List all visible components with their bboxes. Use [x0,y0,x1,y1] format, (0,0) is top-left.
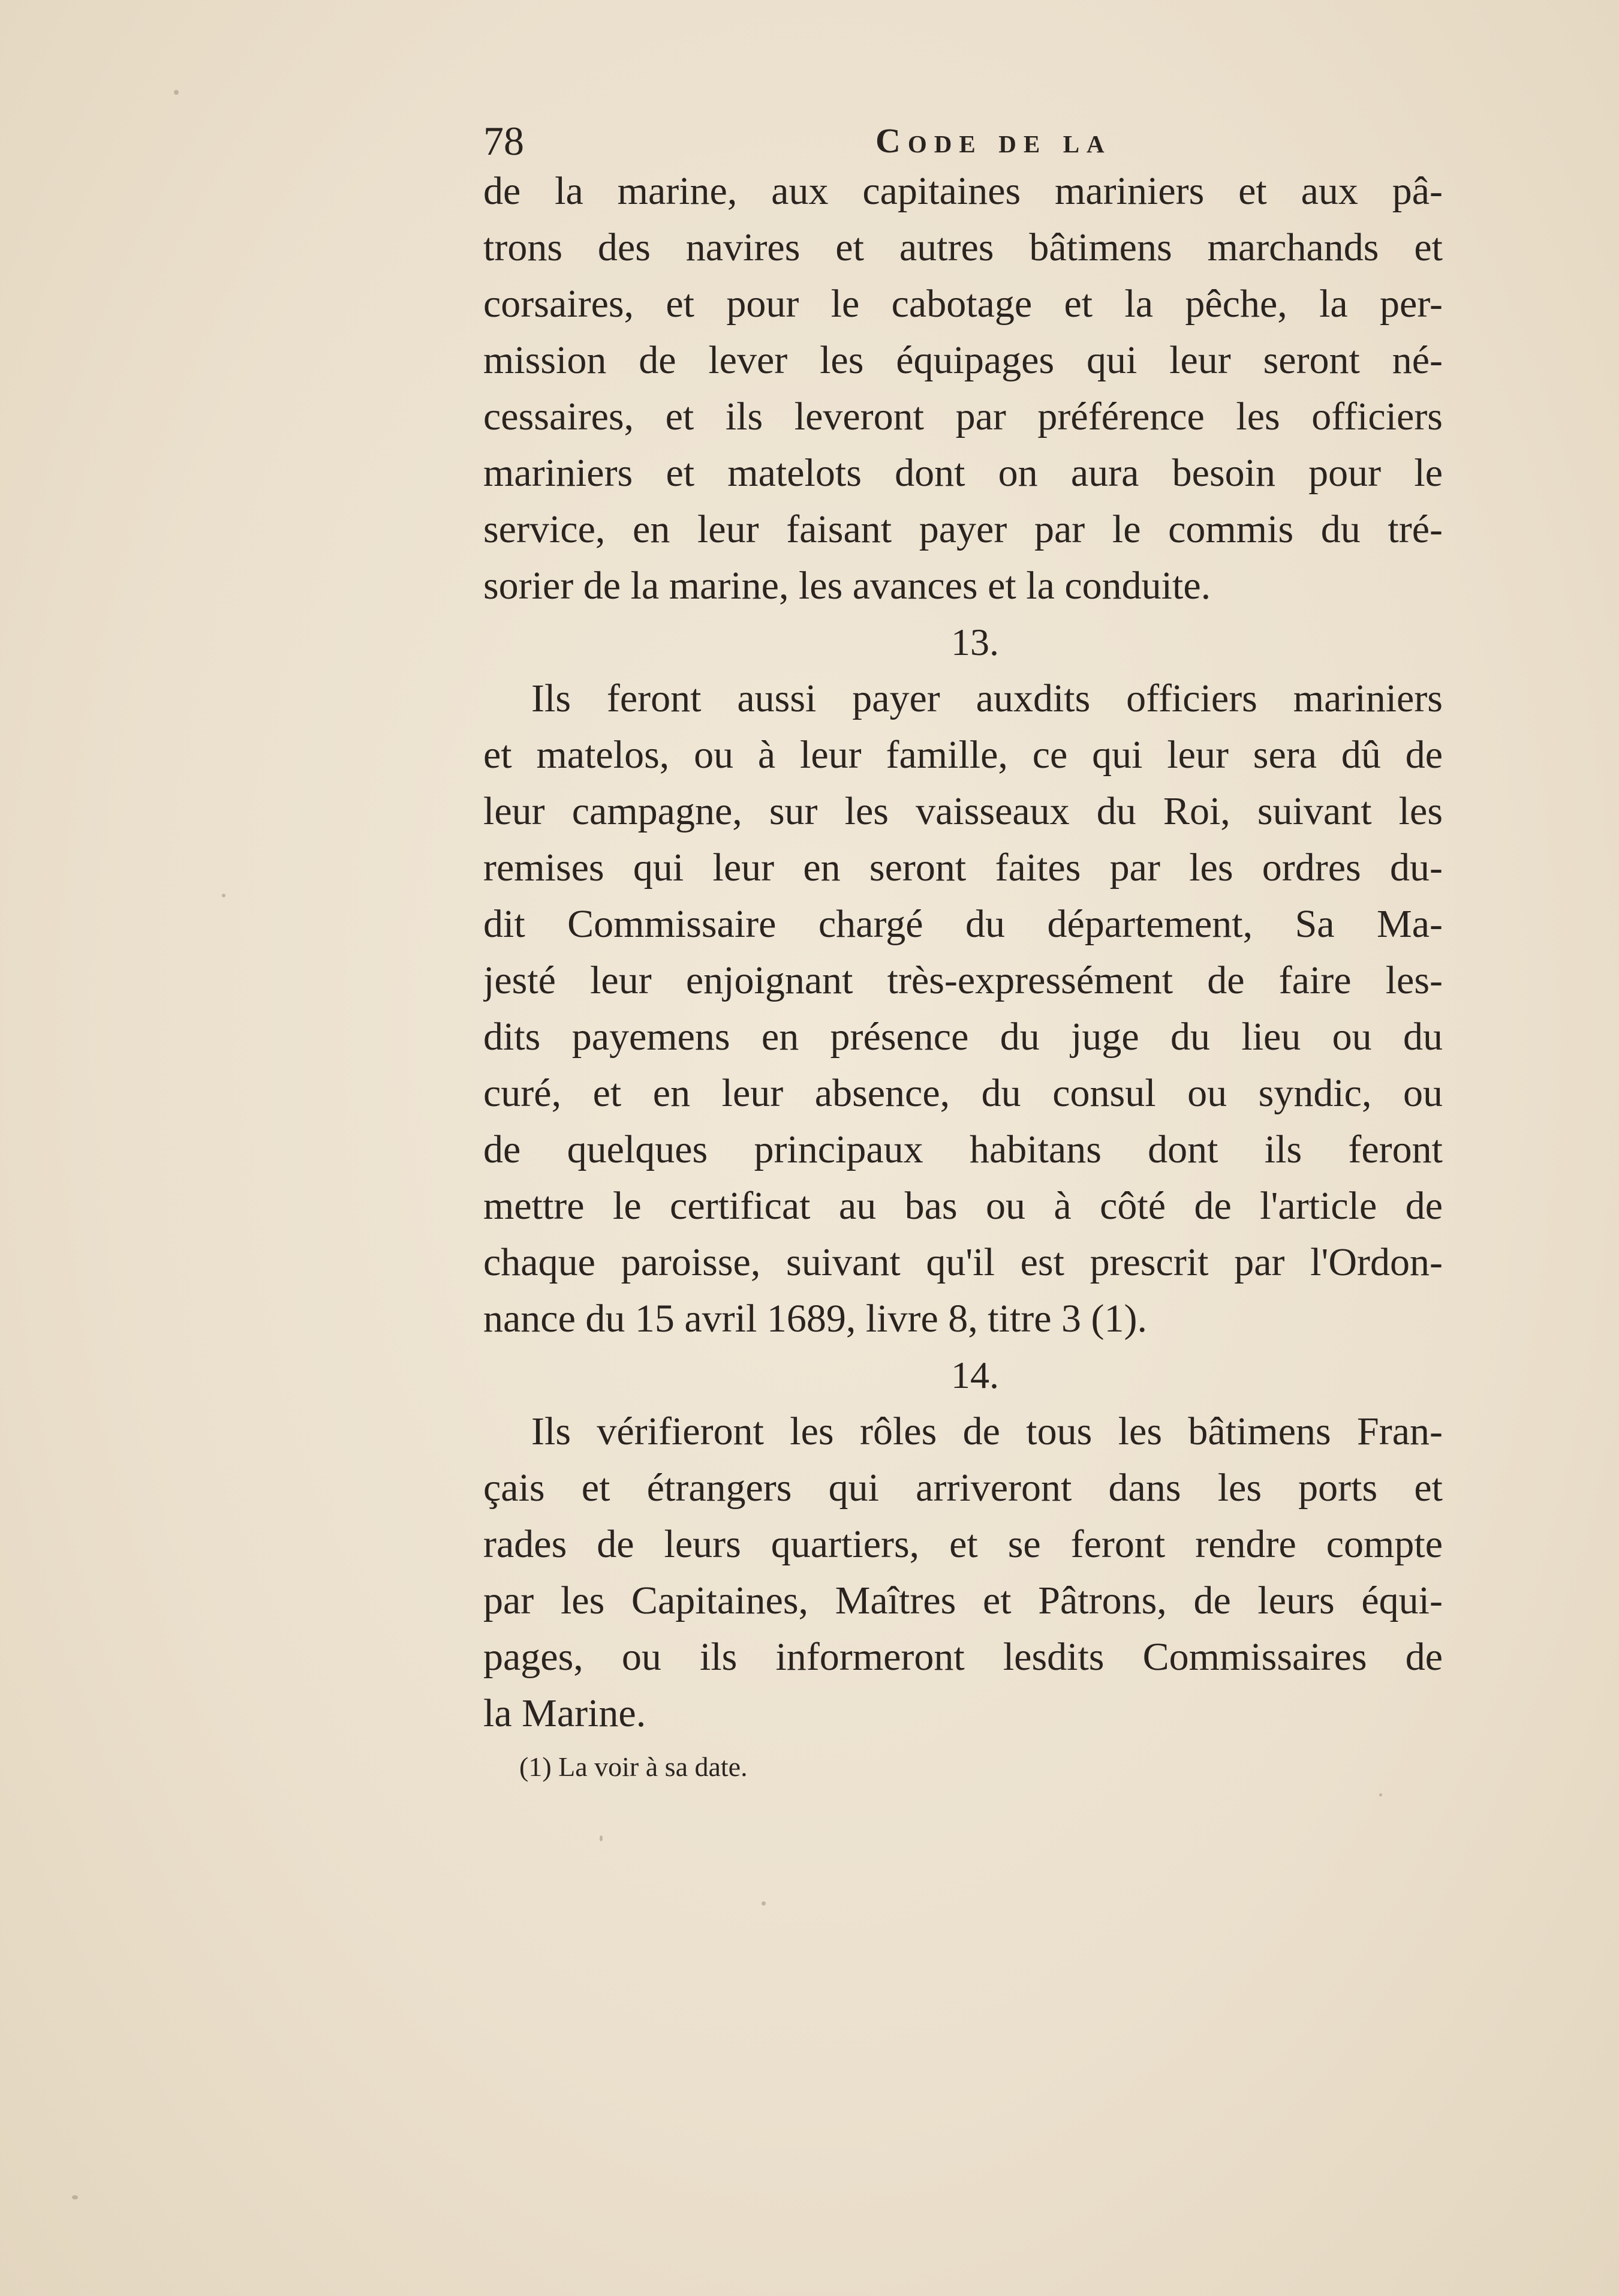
text-line: dit Commissaire chargé du département, Sa Ma- [483,902,1443,946]
text-line: mission de lever les équipages qui leur seront né- [483,338,1443,382]
text-line: çais et étrangers qui arriveront dans les ports et [483,1466,1443,1510]
footnote: (1) La voir à sa date. [519,1751,748,1782]
text-line: trons des navires et autres bâtimens marchands et [483,226,1443,269]
paper-speck [600,1835,603,1841]
text-line: jesté leur enjoignant très-expressément de faire les- [483,958,1443,1002]
paper-speck [762,1901,766,1906]
article-number-13: 13. [951,621,999,663]
text-line: leur campagne, sur les vaisseaux du Roi, suivant les [483,789,1443,833]
text-line: la Marine. [483,1691,646,1735]
text-line: corsaires, et pour le cabotage et la pêche, la per- [483,282,1443,326]
paper-speck [174,90,179,95]
text-line: mariniers et matelots dont on aura besoin pour le [483,451,1443,495]
text-line: rades de leurs quartiers, et se feront rendre compte [483,1522,1443,1566]
running-head [483,114,1149,168]
text-line: curé, et en leur absence, du consul ou syndic, ou [483,1071,1443,1115]
article-number-14: 14. [951,1354,999,1396]
running-title: Code de la [875,121,1112,160]
paper-speck [72,2195,78,2199]
text-line: nance du 15 avril 1689, livre 8, titre 3 (1). [483,1297,1148,1341]
text-line: service, en leur faisant payer par le commis du tré- [483,507,1443,551]
text-line: cessaires, et ils leveront par préférence les officiers [483,395,1443,438]
text-line: dits payemens en présence du juge du lieu ou du [483,1015,1443,1059]
paper-speck [1379,1793,1382,1796]
page-number: 78 [483,118,524,164]
body-text [483,163,1443,1742]
text-line: et matelos, ou à leur famille, ce qui leur sera dû de [483,733,1443,777]
text-line: remises qui leur en seront faites par les ordres du- [483,846,1443,889]
text-line: Ils feront aussi payer auxdits officiers mariniers [531,677,1443,720]
text-line: pages, ou ils informeront lesdits Commissaires de [483,1635,1443,1679]
text-line: sorier de la marine, les avances et la conduite. [483,564,1211,608]
text-line: par les Capitaines, Maîtres et Pâtrons, de leurs équi- [483,1579,1443,1622]
text-line: de quelques principaux habitans dont ils feront [483,1128,1443,1171]
text-line: de la marine, aux capitaines mariniers et aux pâ- [483,169,1443,213]
text-line: Ils vérifieront les rôles de tous les bâtimens Fran- [531,1410,1443,1453]
paper-speck [222,894,225,897]
text-line: mettre le certificat au bas ou à côté de l'article de [483,1184,1443,1228]
text-line: chaque paroisse, suivant qu'il est prescrit par l'Ordon- [483,1240,1443,1284]
